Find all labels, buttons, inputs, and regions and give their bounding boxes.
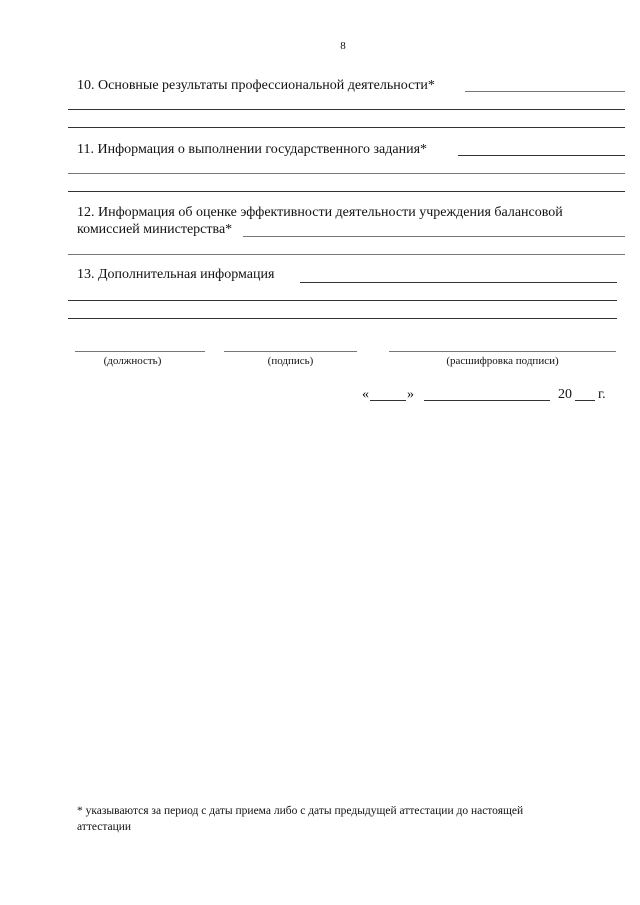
section-10-field-line-1[interactable] bbox=[68, 109, 625, 110]
section-12-field-line-1[interactable] bbox=[68, 254, 625, 255]
date-month-field[interactable] bbox=[424, 400, 550, 401]
section-11-title: 11. Информация о выполнении государственного задания* bbox=[77, 142, 428, 157]
signature-field[interactable] bbox=[224, 351, 357, 352]
section-12-title-line-2: комиссией министерства* bbox=[77, 222, 233, 237]
position-label: (должность) bbox=[103, 355, 162, 367]
section-11-inline-field[interactable] bbox=[458, 155, 625, 156]
signature-decoding-label: (расшифровка подписи) bbox=[446, 355, 559, 367]
section-12-title-line-1: 12. Информация об оценке эффективности деятельности учреждения балансовой bbox=[77, 205, 563, 220]
section-10-field-line-2[interactable] bbox=[68, 127, 625, 128]
section-13-inline-field[interactable] bbox=[300, 282, 617, 283]
date-year-field[interactable] bbox=[575, 400, 595, 401]
section-10-inline-field[interactable] bbox=[465, 91, 625, 92]
section-11-field-line-2[interactable] bbox=[68, 191, 625, 192]
section-13-field-line-2[interactable] bbox=[68, 318, 617, 319]
section-10-title: 10. Основные результаты профессиональной деятельности* bbox=[77, 78, 435, 93]
position-field[interactable] bbox=[75, 351, 205, 352]
section-12-inline-field[interactable] bbox=[243, 236, 625, 237]
footnote-line-1: * указываются за период с даты приема либо с даты предыдущей аттестации до настоящей bbox=[77, 805, 524, 817]
section-13-field-line-1[interactable] bbox=[68, 300, 617, 301]
date-year-suffix: г. bbox=[598, 387, 606, 402]
date-day-field[interactable] bbox=[370, 400, 406, 401]
date-day-open-quote: « bbox=[362, 387, 369, 402]
section-11-field-line-1[interactable] bbox=[68, 173, 625, 174]
section-13-title: 13. Дополнительная информация bbox=[77, 267, 275, 282]
signature-label: (подпись) bbox=[267, 355, 314, 367]
date-year-prefix: 20 bbox=[558, 387, 572, 402]
page-number: 8 bbox=[340, 40, 346, 52]
footnote-line-2: аттестации bbox=[77, 821, 132, 833]
signature-decoding-field[interactable] bbox=[389, 351, 616, 352]
date-day-close-quote: » bbox=[407, 387, 414, 402]
